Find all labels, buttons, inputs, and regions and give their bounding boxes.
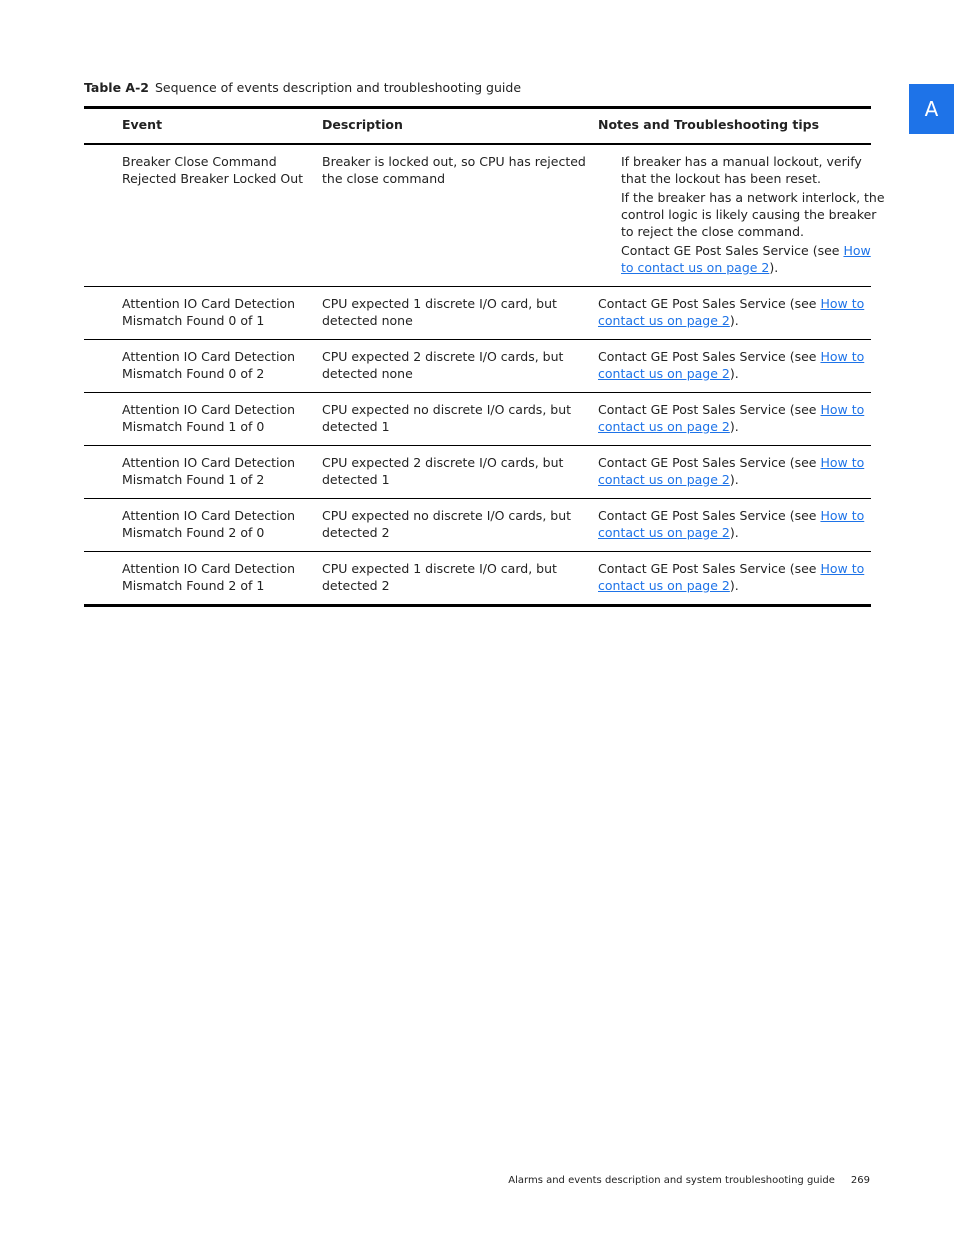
event-line: Attention IO Card Detection <box>122 349 296 364</box>
description-cell <box>322 560 557 594</box>
section-tab-marker: A <box>909 84 954 134</box>
contact-link[interactable]: to contact us on page 2 <box>621 260 770 275</box>
contact-link[interactable]: contact us on page 2 <box>598 313 730 328</box>
contact-link[interactable]: How to <box>820 349 865 364</box>
contact-link[interactable]: How to <box>820 296 865 311</box>
table-row <box>84 145 885 287</box>
tip-line: to reject the close command. <box>621 224 805 239</box>
header-notes: Notes and Troubleshooting tips <box>598 117 820 132</box>
contact-suffix: ). <box>729 313 739 328</box>
contact-link[interactable]: contact us on page 2 <box>598 578 730 593</box>
notes-cell <box>598 454 864 488</box>
description-line: CPU expected 2 discrete I/O cards, but <box>322 349 564 364</box>
contact-link[interactable]: contact us on page 2 <box>598 366 730 381</box>
description-line: CPU expected no discrete I/O cards, but <box>322 402 572 417</box>
notes-cell <box>598 295 864 329</box>
contact-suffix: ). <box>729 419 739 434</box>
event-line: Mismatch Found 0 of 2 <box>122 366 265 381</box>
event-cell <box>122 348 295 382</box>
contact-link[interactable]: contact us on page 2 <box>598 419 730 434</box>
notes-cell <box>598 348 864 382</box>
event-cell <box>122 295 295 329</box>
table-row <box>84 499 871 552</box>
description-line: CPU expected 2 discrete I/O cards, but <box>322 455 564 470</box>
contact-suffix: ). <box>729 525 739 540</box>
description-line: the close command <box>322 171 446 186</box>
contact-link[interactable]: contact us on page 2 <box>598 525 730 540</box>
header-description: Description <box>322 117 403 132</box>
description-line: CPU expected no discrete I/O cards, but <box>322 508 572 523</box>
event-line: Attention IO Card Detection <box>122 508 296 523</box>
contact-prefix: Contact GE Post Sales Service (see <box>598 349 821 364</box>
contact-prefix: Contact GE Post Sales Service (see <box>598 561 821 576</box>
event-line: Mismatch Found 0 of 1 <box>122 313 265 328</box>
event-line: Attention IO Card Detection <box>122 561 296 576</box>
table-row <box>84 287 871 340</box>
tip-network-interlock <box>621 189 885 240</box>
notes-cell <box>598 560 864 594</box>
description-cell <box>322 295 557 329</box>
tip-line: If breaker has a manual lockout, verify <box>621 154 862 169</box>
contact-prefix: Contact GE Post Sales Service (see <box>621 243 844 258</box>
tip-line: If the breaker has a network interlock, the <box>621 190 885 205</box>
description-line: detected 2 <box>322 578 390 593</box>
event-line: Rejected Breaker Locked Out <box>122 171 304 186</box>
event-line: Breaker Close Command <box>122 154 277 169</box>
table-row <box>84 393 871 446</box>
event-line: Attention IO Card Detection <box>122 296 296 311</box>
table-header-row <box>84 109 871 145</box>
contact-prefix: Contact GE Post Sales Service (see <box>598 455 821 470</box>
tip-contact <box>621 242 885 276</box>
event-cell <box>122 153 303 187</box>
description-line: detected none <box>322 366 413 381</box>
description-cell <box>322 153 586 187</box>
table-caption <box>84 80 521 95</box>
contact-link[interactable]: How to <box>820 455 865 470</box>
description-line: detected 2 <box>322 525 390 540</box>
event-cell <box>122 507 295 541</box>
table-caption-label: Table A-2 <box>84 80 149 95</box>
footer-title: Alarms and events description and system troubleshooting guide <box>508 1175 835 1186</box>
description-line: detected 1 <box>322 419 390 434</box>
contact-prefix: Contact GE Post Sales Service (see <box>598 402 821 417</box>
contact-prefix: Contact GE Post Sales Service (see <box>598 508 821 523</box>
description-line: detected 1 <box>322 472 390 487</box>
table-caption-text: Sequence of events description and troubleshooting guide <box>154 80 522 95</box>
event-line: Mismatch Found 2 of 0 <box>122 525 265 540</box>
contact-link[interactable]: How to <box>820 561 865 576</box>
description-cell <box>322 507 571 541</box>
table-row <box>84 446 871 499</box>
contact-suffix: ). <box>729 366 739 381</box>
event-line: Mismatch Found 1 of 2 <box>122 472 265 487</box>
description-line: detected none <box>322 313 413 328</box>
page-number: 269 <box>850 1175 870 1186</box>
contact-suffix: ). <box>769 260 779 275</box>
notes-cell <box>598 507 864 541</box>
description-cell <box>322 348 563 382</box>
event-line: Attention IO Card Detection <box>122 402 296 417</box>
events-table <box>84 106 885 607</box>
event-cell <box>122 560 295 594</box>
event-line: Mismatch Found 1 of 0 <box>122 419 265 434</box>
event-cell <box>122 454 295 488</box>
page-footer <box>508 1175 870 1186</box>
contact-link[interactable]: How <box>843 243 871 258</box>
header-event: Event <box>122 117 163 132</box>
notes-cell <box>598 401 864 435</box>
contact-suffix: ). <box>729 472 739 487</box>
table-row <box>84 340 871 393</box>
contact-prefix: Contact GE Post Sales Service (see <box>598 296 821 311</box>
description-line: CPU expected 1 discrete I/O card, but <box>322 561 557 576</box>
contact-link[interactable]: How to <box>820 508 865 523</box>
event-cell <box>122 401 295 435</box>
event-line: Mismatch Found 2 of 1 <box>122 578 265 593</box>
contact-link[interactable]: How to <box>820 402 865 417</box>
description-cell <box>322 454 563 488</box>
contact-suffix: ). <box>729 578 739 593</box>
description-line: Breaker is locked out, so CPU has rejected <box>322 154 586 169</box>
tip-manual-lockout <box>621 153 885 187</box>
description-cell <box>322 401 571 435</box>
tip-line: that the lockout has been reset. <box>621 171 821 186</box>
notes-cell <box>621 153 885 278</box>
description-line: CPU expected 1 discrete I/O card, but <box>322 296 557 311</box>
contact-link[interactable]: contact us on page 2 <box>598 472 730 487</box>
tip-line: control logic is likely causing the breaker <box>621 207 877 222</box>
event-line: Attention IO Card Detection <box>122 455 296 470</box>
table-row <box>84 552 871 604</box>
